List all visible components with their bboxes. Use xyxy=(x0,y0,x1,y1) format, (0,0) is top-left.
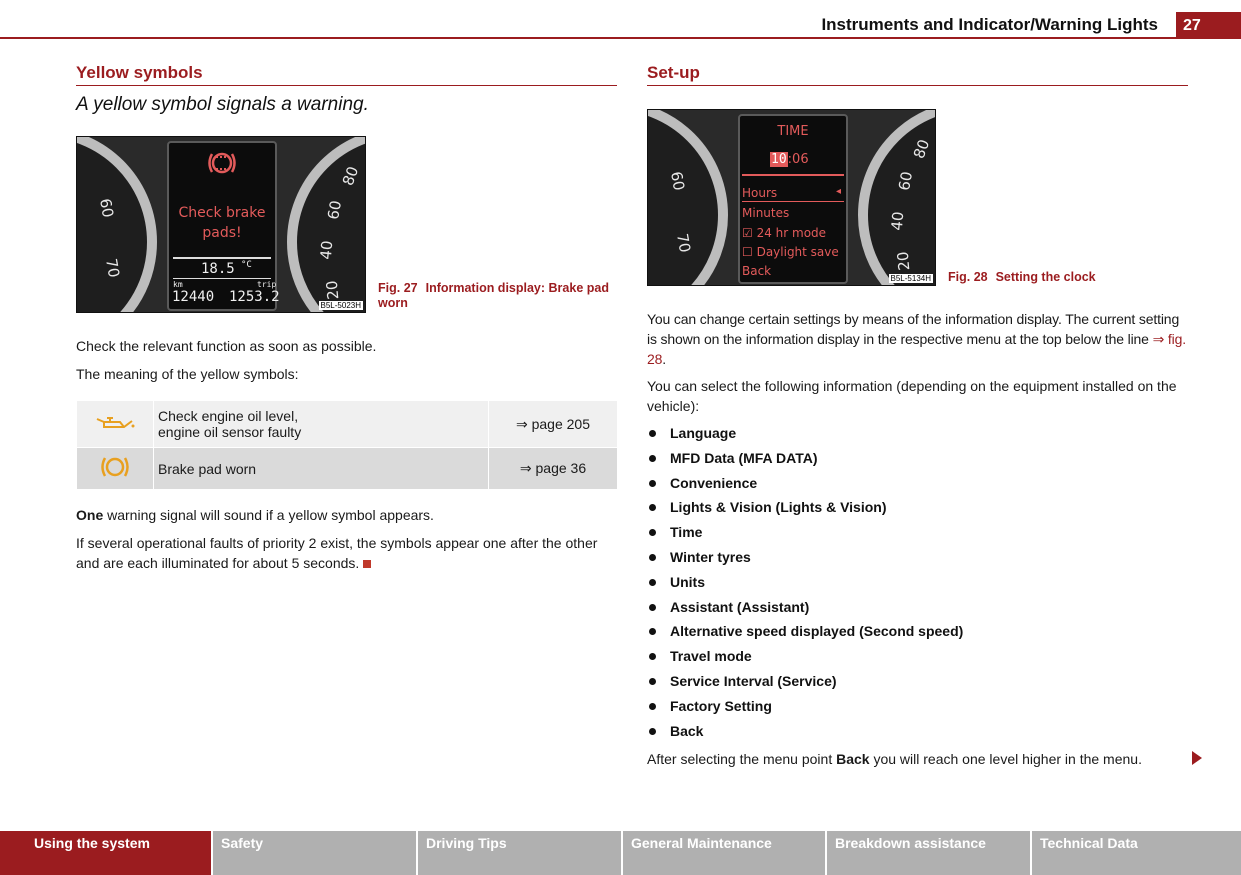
temperature-readout: 18.5 xyxy=(201,261,235,277)
section-heading-set-up: Set-up xyxy=(647,63,1188,86)
gauge-label: 80 xyxy=(338,163,363,189)
menu-item-back: Back xyxy=(742,264,772,278)
trip-readout: 1253.2 xyxy=(229,289,280,305)
next-page-arrow-icon[interactable] xyxy=(1192,751,1202,765)
brake-pad-icon xyxy=(98,454,132,480)
figure-caption-text: Setting the clock xyxy=(995,270,1096,284)
paragraph-text: If several operational faults of priority 2 exist, the symbols appear one after the other and are each illuminated for about 5 seconds. xyxy=(76,535,598,571)
footer-tab-using-the-system[interactable]: Using the system xyxy=(0,831,211,875)
footer-tab-breakdown-assistance[interactable]: Breakdown assistance xyxy=(827,831,1030,875)
footer-tab-safety[interactable]: Safety xyxy=(213,831,416,875)
header-rule xyxy=(0,37,1241,39)
paragraph-text: You can change certain settings by means of the information display. The current setting is shown on the information display in the respective menu at the top below the line xyxy=(647,311,1180,347)
paragraph-text: you will reach one level higher in the menu. xyxy=(869,751,1142,767)
paragraph-text: After selecting the menu point xyxy=(647,751,837,767)
screen-divider xyxy=(173,257,271,259)
list-item: Units xyxy=(647,570,1188,595)
gauge-label: 40 xyxy=(316,239,337,261)
figure-reference-link[interactable]: ⇒ fig. 28 xyxy=(647,331,1186,367)
list-item: Convenience xyxy=(647,471,1188,496)
screen-divider xyxy=(742,174,844,176)
figure-27-caption xyxy=(378,281,618,311)
table-text-line: Check engine oil level, xyxy=(158,408,299,424)
list-item: Lights & Vision (Lights & Vision) xyxy=(647,495,1188,520)
clock-minutes: 06 xyxy=(792,152,809,167)
menu-item-daylight: ☐ Daylight save xyxy=(742,245,839,259)
yellow-symbols-table xyxy=(76,400,618,490)
info-display-screen xyxy=(167,141,280,311)
paragraph xyxy=(76,505,617,525)
km-label: km xyxy=(173,280,183,289)
screen-message: Check brake xyxy=(178,205,266,221)
list-item: Factory Setting xyxy=(647,694,1188,719)
clock-readout: 10:06 xyxy=(771,152,809,167)
list-item: Assistant (Assistant) xyxy=(647,595,1188,620)
footer-tab-driving-tips[interactable]: Driving Tips xyxy=(418,831,621,875)
list-item: Winter tyres xyxy=(647,545,1188,570)
section-subheading: A yellow symbol signals a warning. xyxy=(76,94,369,115)
table-row xyxy=(77,448,618,490)
screen-title: TIME xyxy=(777,124,809,139)
figure-caption-text: Information display: Brake pad worn xyxy=(378,281,609,310)
figure-number: Fig. 27 xyxy=(378,281,418,295)
table-text-line: engine oil sensor faulty xyxy=(158,424,302,440)
footer-tab-general-maintenance[interactable]: General Maintenance xyxy=(623,831,825,875)
figure-27-dashboard xyxy=(76,136,366,313)
page-number: 27 xyxy=(1176,12,1241,39)
table-text-cell: Brake pad worn xyxy=(154,448,489,490)
footer-tab-technical-data[interactable]: Technical Data xyxy=(1032,831,1241,875)
end-of-section-marker-icon xyxy=(363,560,371,568)
gauge-label: 70 xyxy=(102,257,124,279)
bold-text: One xyxy=(76,507,104,523)
gauge-label: 40 xyxy=(887,210,908,232)
temperature-unit: °C xyxy=(241,260,252,270)
menu-item-hours: Hours xyxy=(742,186,778,200)
screen-divider xyxy=(742,201,844,202)
gauge-label: 60 xyxy=(324,199,346,221)
left-gauge xyxy=(647,109,728,286)
selection-arrow-icon: ◂ xyxy=(836,186,842,197)
gauge-label: 80 xyxy=(909,136,934,162)
list-item: Time xyxy=(647,520,1188,545)
paragraph: Check the relevant function as soon as possible. xyxy=(76,338,377,354)
gauge-label: 20 xyxy=(322,279,343,301)
brake-pad-icon xyxy=(205,149,239,177)
screen-message: pads! xyxy=(202,225,242,241)
list-item: Language xyxy=(647,421,1188,446)
paragraph xyxy=(647,309,1188,369)
figure-28-dashboard xyxy=(647,109,936,286)
settings-menu-list xyxy=(647,421,1188,743)
page-reference-link[interactable]: ⇒ page 205 xyxy=(489,401,618,448)
list-item: Alternative speed displayed (Second speed) xyxy=(647,619,1188,644)
paragraph xyxy=(647,749,1177,769)
menu-item-label: Daylight save xyxy=(756,245,839,259)
menu-item-minutes: Minutes xyxy=(742,206,790,220)
table-row xyxy=(77,401,618,448)
page-reference-link[interactable]: ⇒ page 36 xyxy=(489,448,618,490)
trip-label: trip xyxy=(257,280,277,289)
section-heading-yellow-symbols: Yellow symbols xyxy=(76,63,617,86)
bold-text: Back xyxy=(836,751,870,767)
list-item: Back xyxy=(647,719,1188,744)
table-icon-cell xyxy=(77,401,154,448)
odometer-readout: 12440 xyxy=(172,289,215,305)
menu-item-24hr: ☑ 24 hr mode xyxy=(742,226,827,240)
page-header-title: Instruments and Indicator/Warning Lights xyxy=(821,15,1158,34)
figure-code: B5L-5134H xyxy=(890,274,931,283)
clock-hours: 10 xyxy=(771,152,787,167)
paragraph-text: warning signal will sound if a yellow symbol appears. xyxy=(103,507,434,523)
figure-code: B5L-5023H xyxy=(320,301,361,310)
paragraph-text: . xyxy=(662,351,667,367)
figure-28-caption xyxy=(948,270,1188,285)
info-display-screen xyxy=(738,114,848,284)
paragraph xyxy=(76,533,617,573)
table-icon-cell xyxy=(77,448,154,490)
oil-can-icon xyxy=(94,413,136,433)
screen-divider xyxy=(173,278,271,279)
list-item: Travel mode xyxy=(647,644,1188,669)
paragraph: The meaning of the yellow symbols: xyxy=(76,366,299,382)
menu-item-label: 24 hr mode xyxy=(756,226,827,240)
gauge-label: 20 xyxy=(893,250,914,272)
list-item: Service Interval (Service) xyxy=(647,669,1188,694)
gauge-label: 60 xyxy=(895,170,917,192)
list-item: MFD Data (MFA DATA) xyxy=(647,446,1188,471)
gauge-label: 60 xyxy=(667,170,689,192)
table-text-cell xyxy=(154,401,489,448)
figure-number: Fig. 28 xyxy=(948,270,988,284)
gauge-label: 60 xyxy=(96,197,118,219)
gauge-label: 70 xyxy=(673,232,695,254)
left-gauge xyxy=(76,136,157,313)
paragraph: You can select the following information (depending on the equipment installed on the vehicle): xyxy=(647,378,1177,414)
